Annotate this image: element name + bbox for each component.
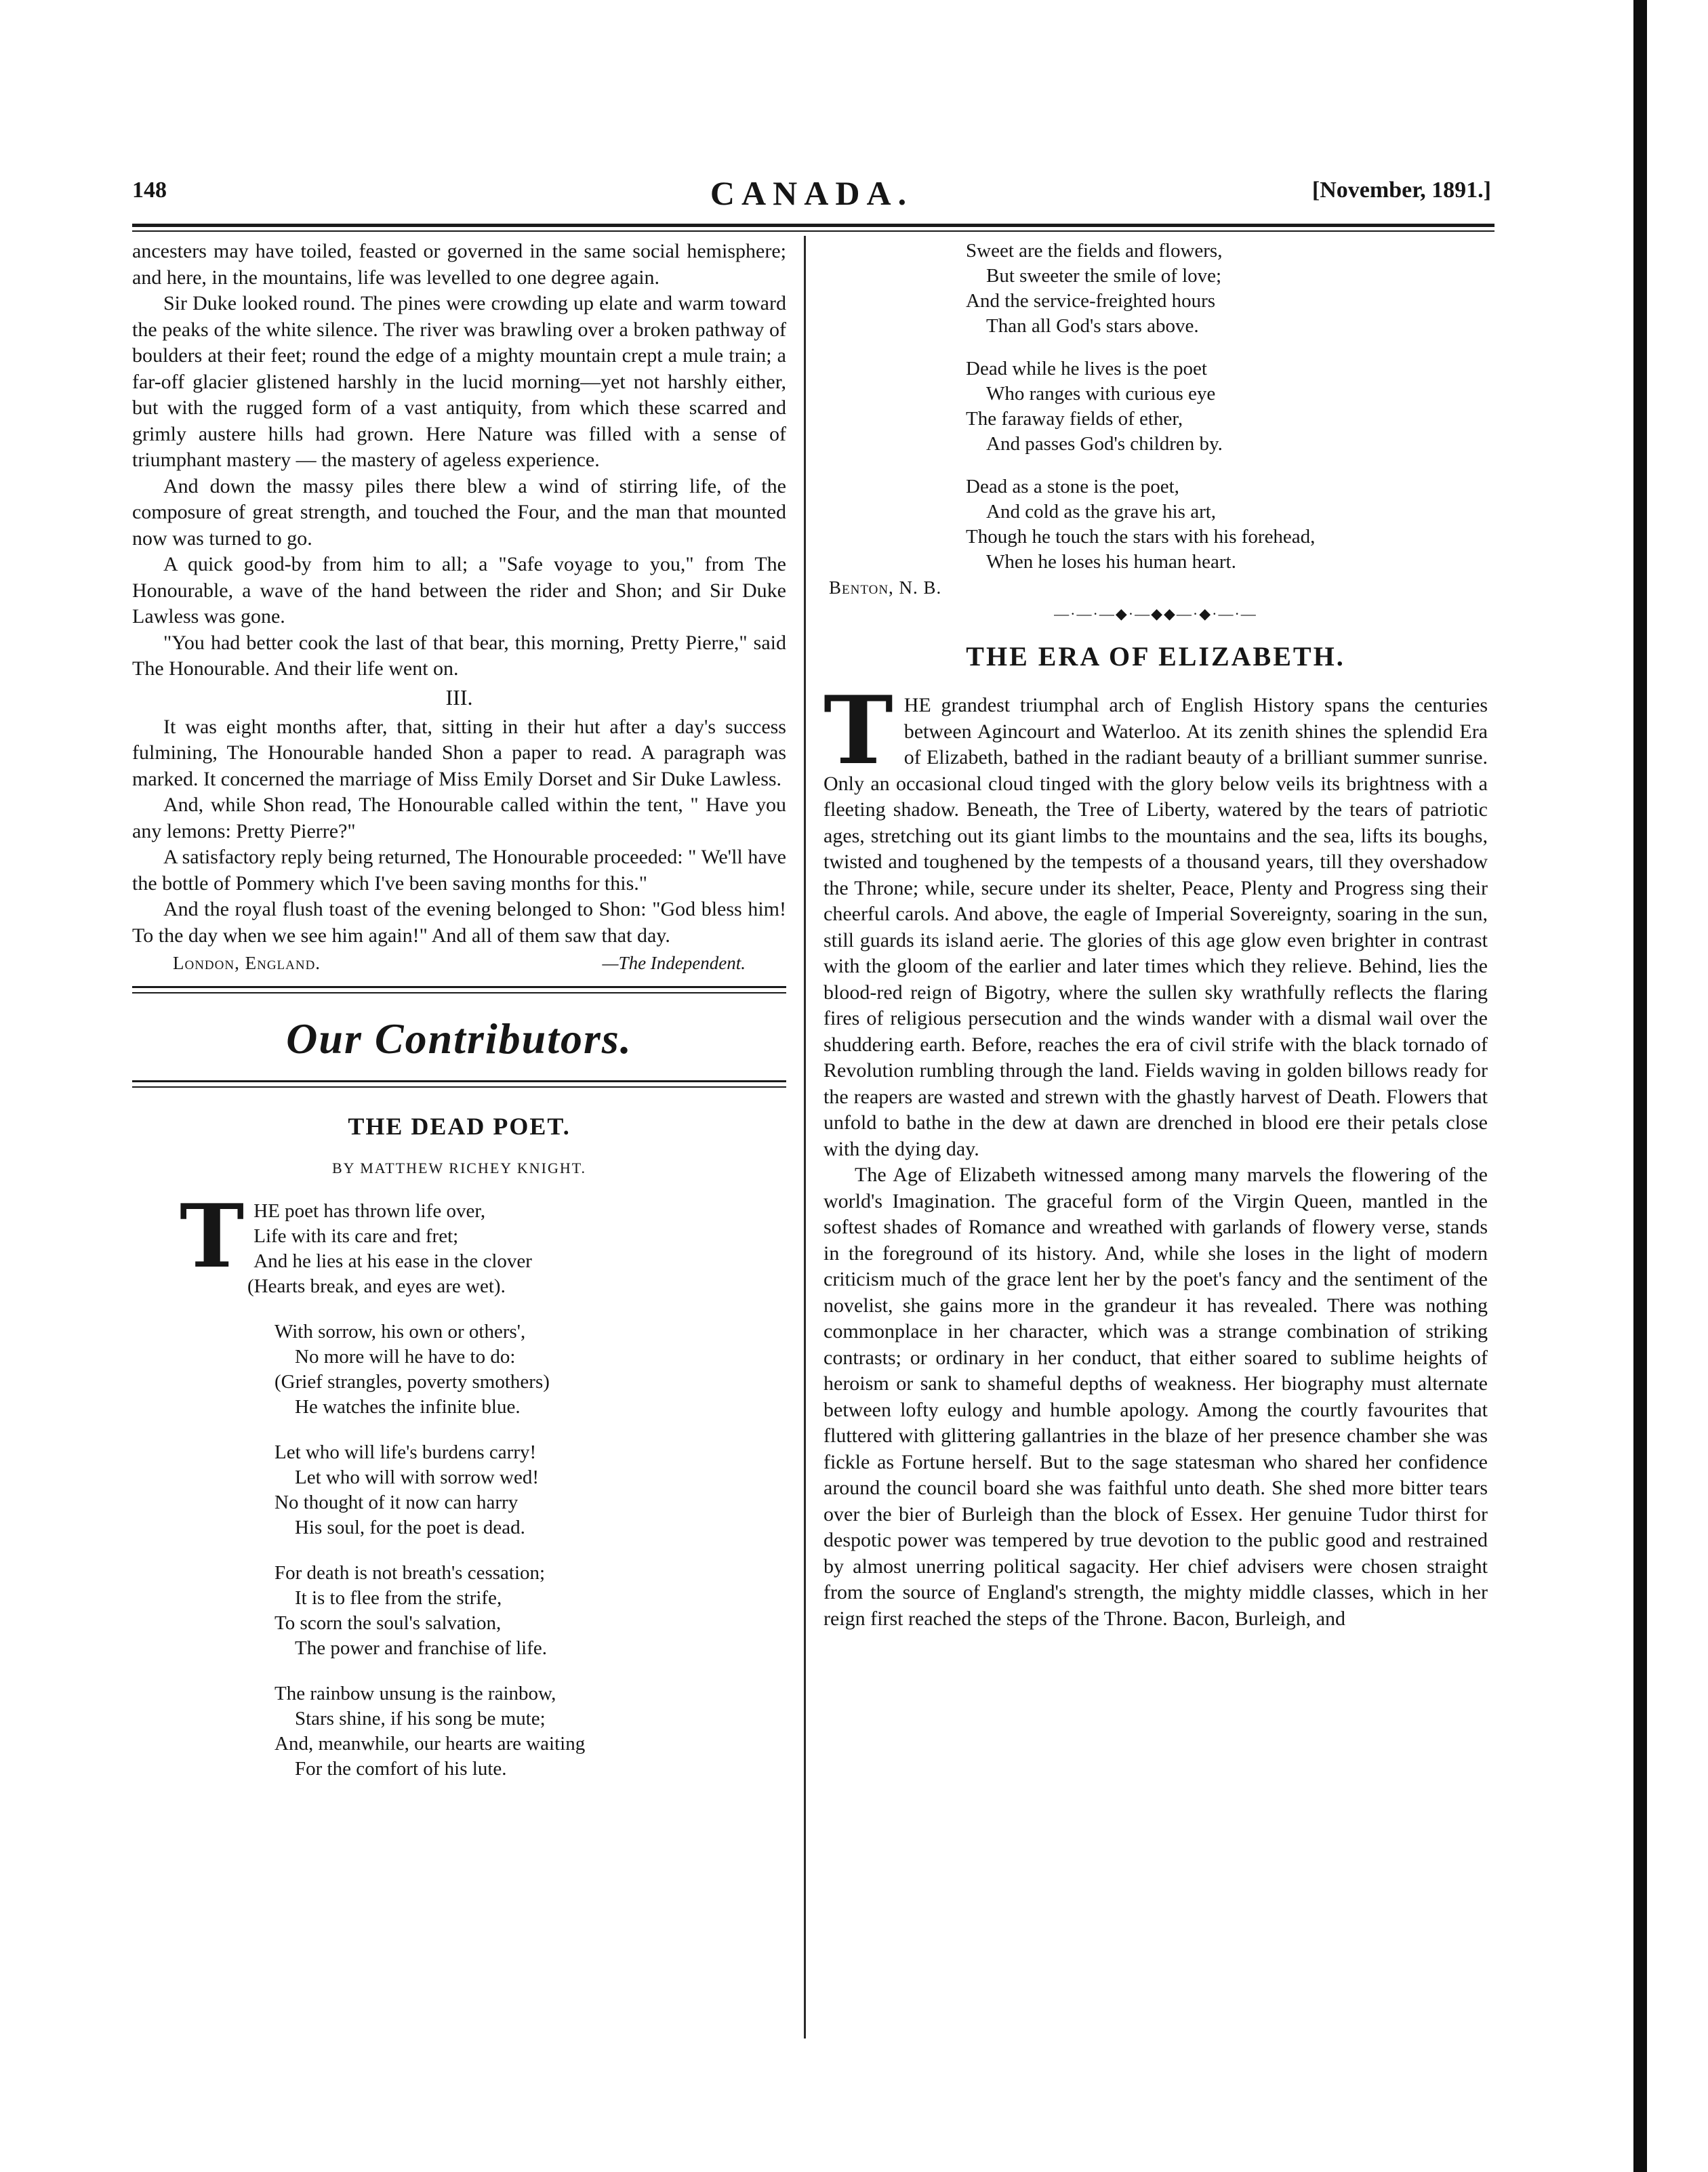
left-column: [132, 239, 786, 1802]
issue-date: [November, 1891.]: [1312, 178, 1491, 203]
poem-line: To scorn the soul's salvation,: [274, 1612, 502, 1634]
poem-line: And he lies at his ease in the clover: [253, 1250, 532, 1272]
signoff-place: London, England.: [173, 953, 321, 973]
poem-stanza: [132, 1319, 786, 1420]
story-paragraph: A satisfactory reply being returned, The Honourable proceeded: " We'll have the bottle of Pommery which I've been saving months for this.": [132, 846, 786, 895]
page-number: 148: [132, 178, 167, 203]
article-title: THE ERA OF ELIZABETH.: [966, 641, 1345, 672]
poem-drop-cap: T: [180, 1186, 245, 1288]
column-divider: [804, 236, 806, 2038]
poem-line: Let who will life's burdens carry!: [274, 1441, 537, 1463]
poem-line: Let who will with sorrow wed!: [295, 1467, 540, 1488]
poem-line: The power and franchise of life.: [295, 1637, 548, 1659]
story-signoff: [132, 949, 786, 974]
story-paragraph: It was eight months after, that, sitting in their hut after a day's success fulmining, The Honourable handed Shon a paper to read. A paragraph was marked. It concerned the marriage of Miss Emily Dorset and Sir Duke Lawless.: [132, 715, 786, 790]
poem-line: No more will he have to do:: [295, 1346, 516, 1368]
poem-line: Though he touch the stars with his forehead,: [966, 526, 1316, 548]
poem-line: No thought of it now can harry: [274, 1492, 518, 1513]
poem-line: The rainbow unsung is the rainbow,: [274, 1683, 556, 1704]
poem-line: For death is not breath's cessation;: [274, 1562, 546, 1584]
poem-line: (Hearts break, and eyes are wet).: [247, 1275, 506, 1297]
section-number: III.: [445, 684, 473, 710]
poem-line: Stars shine, if his song be mute;: [295, 1708, 546, 1729]
story-paragraph: A quick good-by from him to all; a "Safe voyage to you," from The Honourable, a wave of the hand between the rider and Shon; and Sir Duke Lawless was gone.: [132, 553, 786, 628]
article-drop-cap: T: [824, 675, 893, 785]
poem-body: [132, 1186, 786, 1782]
poem-line: Dead while he lives is the poet: [966, 358, 1207, 380]
poem-line: Life with its care and fret;: [253, 1225, 459, 1247]
poem-line: And the service-freighted hours: [966, 290, 1216, 312]
article-paragraph: The Age of Elizabeth witnessed among many marvels the flowering of the world's Imagination. The graceful form of the Virgin Queen, mantled in the softest shades of Romance and wreathed with garlands of flowery verse, stands in the foreground of its history. And, while she loses in the light of modern criticism much of the grace lent her by the poet's fancy and the sentiment of the novelist, she gains more in the grandeur it has revealed. There was nothing commonplace in her character, which was a strange combination of striking contrasts; or ordinary in her conduct, that either soared to sublime heights of heroism or sank to shameful depths of weakness. Her biography must alternate between lofty eulogy and humble apology. Among the courtly favourites that fluttered with glittering gallantries in the blaze of her presence chamber she was fickle as Fortune herself. But to the sage statesman who shared her confidence around the council board she was faithful unto death. She shed more bitter tears over the bier of Burleigh than the block of Essex. Her genuine Tudor thirst for despotic power was tempered by true devotion to the public good and restrained by almost unerring political sagacity. Her chief advisers were chosen straight from the source of England's strength, the mighty middle classes, which in her reign first reached the steps of the Throne. Bacon, Burleigh, and: [824, 1164, 1488, 1630]
header-rule-thick: [132, 224, 1494, 227]
poem-line: It is to flee from the strife,: [295, 1587, 502, 1609]
poem-stanza: [132, 1561, 786, 1661]
poem-stanza: [132, 1440, 786, 1540]
header-rule-thin: [132, 230, 1494, 232]
contributors-heading: Our Contributors.: [286, 1015, 632, 1063]
poem-stanza: [824, 356, 1488, 457]
poem-line: And, meanwhile, our hearts are waiting: [274, 1733, 586, 1755]
story-paragraph: And, while Shon read, The Honourable called within the tent, " Have you any lemons: Pretty Pierre?": [132, 794, 786, 842]
poem-line: Than all God's stars above.: [986, 315, 1199, 337]
poem-line: (Grief strangles, poverty smothers): [274, 1371, 550, 1393]
poem-line: Sweet are the fields and flowers,: [966, 240, 1223, 262]
story-paragraph: And the royal flush toast of the evening belonged to Shon: "God bless him! To the day when we see him again!" And all of them saw that day.: [132, 898, 786, 947]
poem-line: Who ranges with curious eye: [986, 383, 1216, 405]
page-header: [132, 174, 1491, 218]
poem-line: The faraway fields of ether,: [966, 408, 1183, 430]
poem-line: HE poet has thrown life over,: [253, 1200, 486, 1222]
story-paragraph: And down the massy piles there blew a wind of stirring life, of the composure of great strength, and touched the Four, and the man that mounted now was turned to go.: [132, 474, 786, 550]
ornamental-divider: —·—·—◆·—◆◆—·◆·—·—: [1054, 605, 1257, 622]
poem-stanza: [824, 239, 1488, 339]
poem-line: And passes God's children by.: [986, 433, 1223, 455]
poem-signature: Benton, N. B.: [829, 577, 942, 598]
masthead-title: CANADA.: [710, 174, 914, 212]
section-rule: [132, 986, 786, 993]
poem-line: His soul, for the poet is dead.: [295, 1517, 525, 1538]
poem-line: He watches the infinite blue.: [295, 1396, 521, 1418]
poem-line: And cold as the grave his art,: [986, 501, 1217, 522]
poem-stanza: [132, 1681, 786, 1782]
poem-line: Dead as a stone is the poet,: [966, 476, 1179, 497]
story-paragraph: "You had better cook the last of that bear, this morning, Pretty Pierre," said The Honourable. And their life went on.: [132, 631, 786, 680]
story-paragraph: Sir Duke looked round. The pines were crowding up elate and warm toward the peaks of the white silence. The river was brawling over a broken pathway of boulders at their feet; round the edge of a mighty mountain crept a mule train; a far-off glacier glistened harshly in the lucid morning—yet not harshly either, but with the rugged form of a vast antiquity, from which these scarred and grimly austere hills had grown. Here Nature was filled with a sense of triumphant mastery — the mastery of ageless experience.: [132, 292, 786, 471]
poem-line: But sweeter the smile of love;: [986, 265, 1222, 287]
article-paragraph: HE grandest triumphal arch of English History spans the centuries between Agincourt and Waterloo. At its zenith shines the splendid Era of Elizabeth, bathed in the radiant beauty of a brilliant summer sunrise. Only an occasional cloud tinged with the glory below veils its brightness with a fleeting shadow. Beneath, the Tree of Liberty, watered by the tears of patriotic ages, stretching out its giant limbs to the mountains and the sea, lifts its boughs, twisted and toughened by the tempests of a thousand years, till they overshadow the Throne; while, secure under its shelter, Peace, Plenty and Progress sing their cheerful carols. And above, the eagle of Imperial Sovereignty, soaring in the sun, still guards its island aerie. The glories of this age glow even brighter in contrast with the gloom of the earlier and later times which they relieve. Behind, lies the blood-red reign of Bigotry, where the sullen sky wrathfully reflects the flaring fires of religious persecution and the winds wander with a dismal wail over the shuddering earth. Before, reaches the era of civil strife with the black tornado of Revolution rumbling through the land. Fields waving in golden billows ready for the reapers are wasted and strewn with the ghastly harvest of Death. Flowers that unfold to bathe in the dew at dawn are drenched in blood ere their petals close with the dying day.: [824, 694, 1488, 1160]
page-edge-bar: [1633, 0, 1647, 2172]
section-rule: [132, 1080, 786, 1088]
poem-title: THE DEAD POET.: [348, 1113, 571, 1140]
poem-line: When he loses his human heart.: [986, 551, 1236, 573]
signoff-source: —The Independent.: [602, 953, 746, 973]
poem-line: For the comfort of his lute.: [295, 1758, 507, 1780]
right-column: [824, 239, 1488, 1632]
poem-stanza: [824, 474, 1488, 575]
article-body: [824, 675, 1488, 1632]
story-paragraph: ancesters may have toiled, feasted or governed in the same social hemisphere; and here, in the mountains, life was levelled to one degree again.: [132, 240, 786, 289]
poem-continuation: [824, 239, 1488, 575]
poem-stanza: [132, 1186, 786, 1299]
poem-line: With sorrow, his own or others',: [274, 1321, 526, 1343]
poem-byline: BY MATTHEW RICHEY KNIGHT.: [331, 1160, 587, 1176]
